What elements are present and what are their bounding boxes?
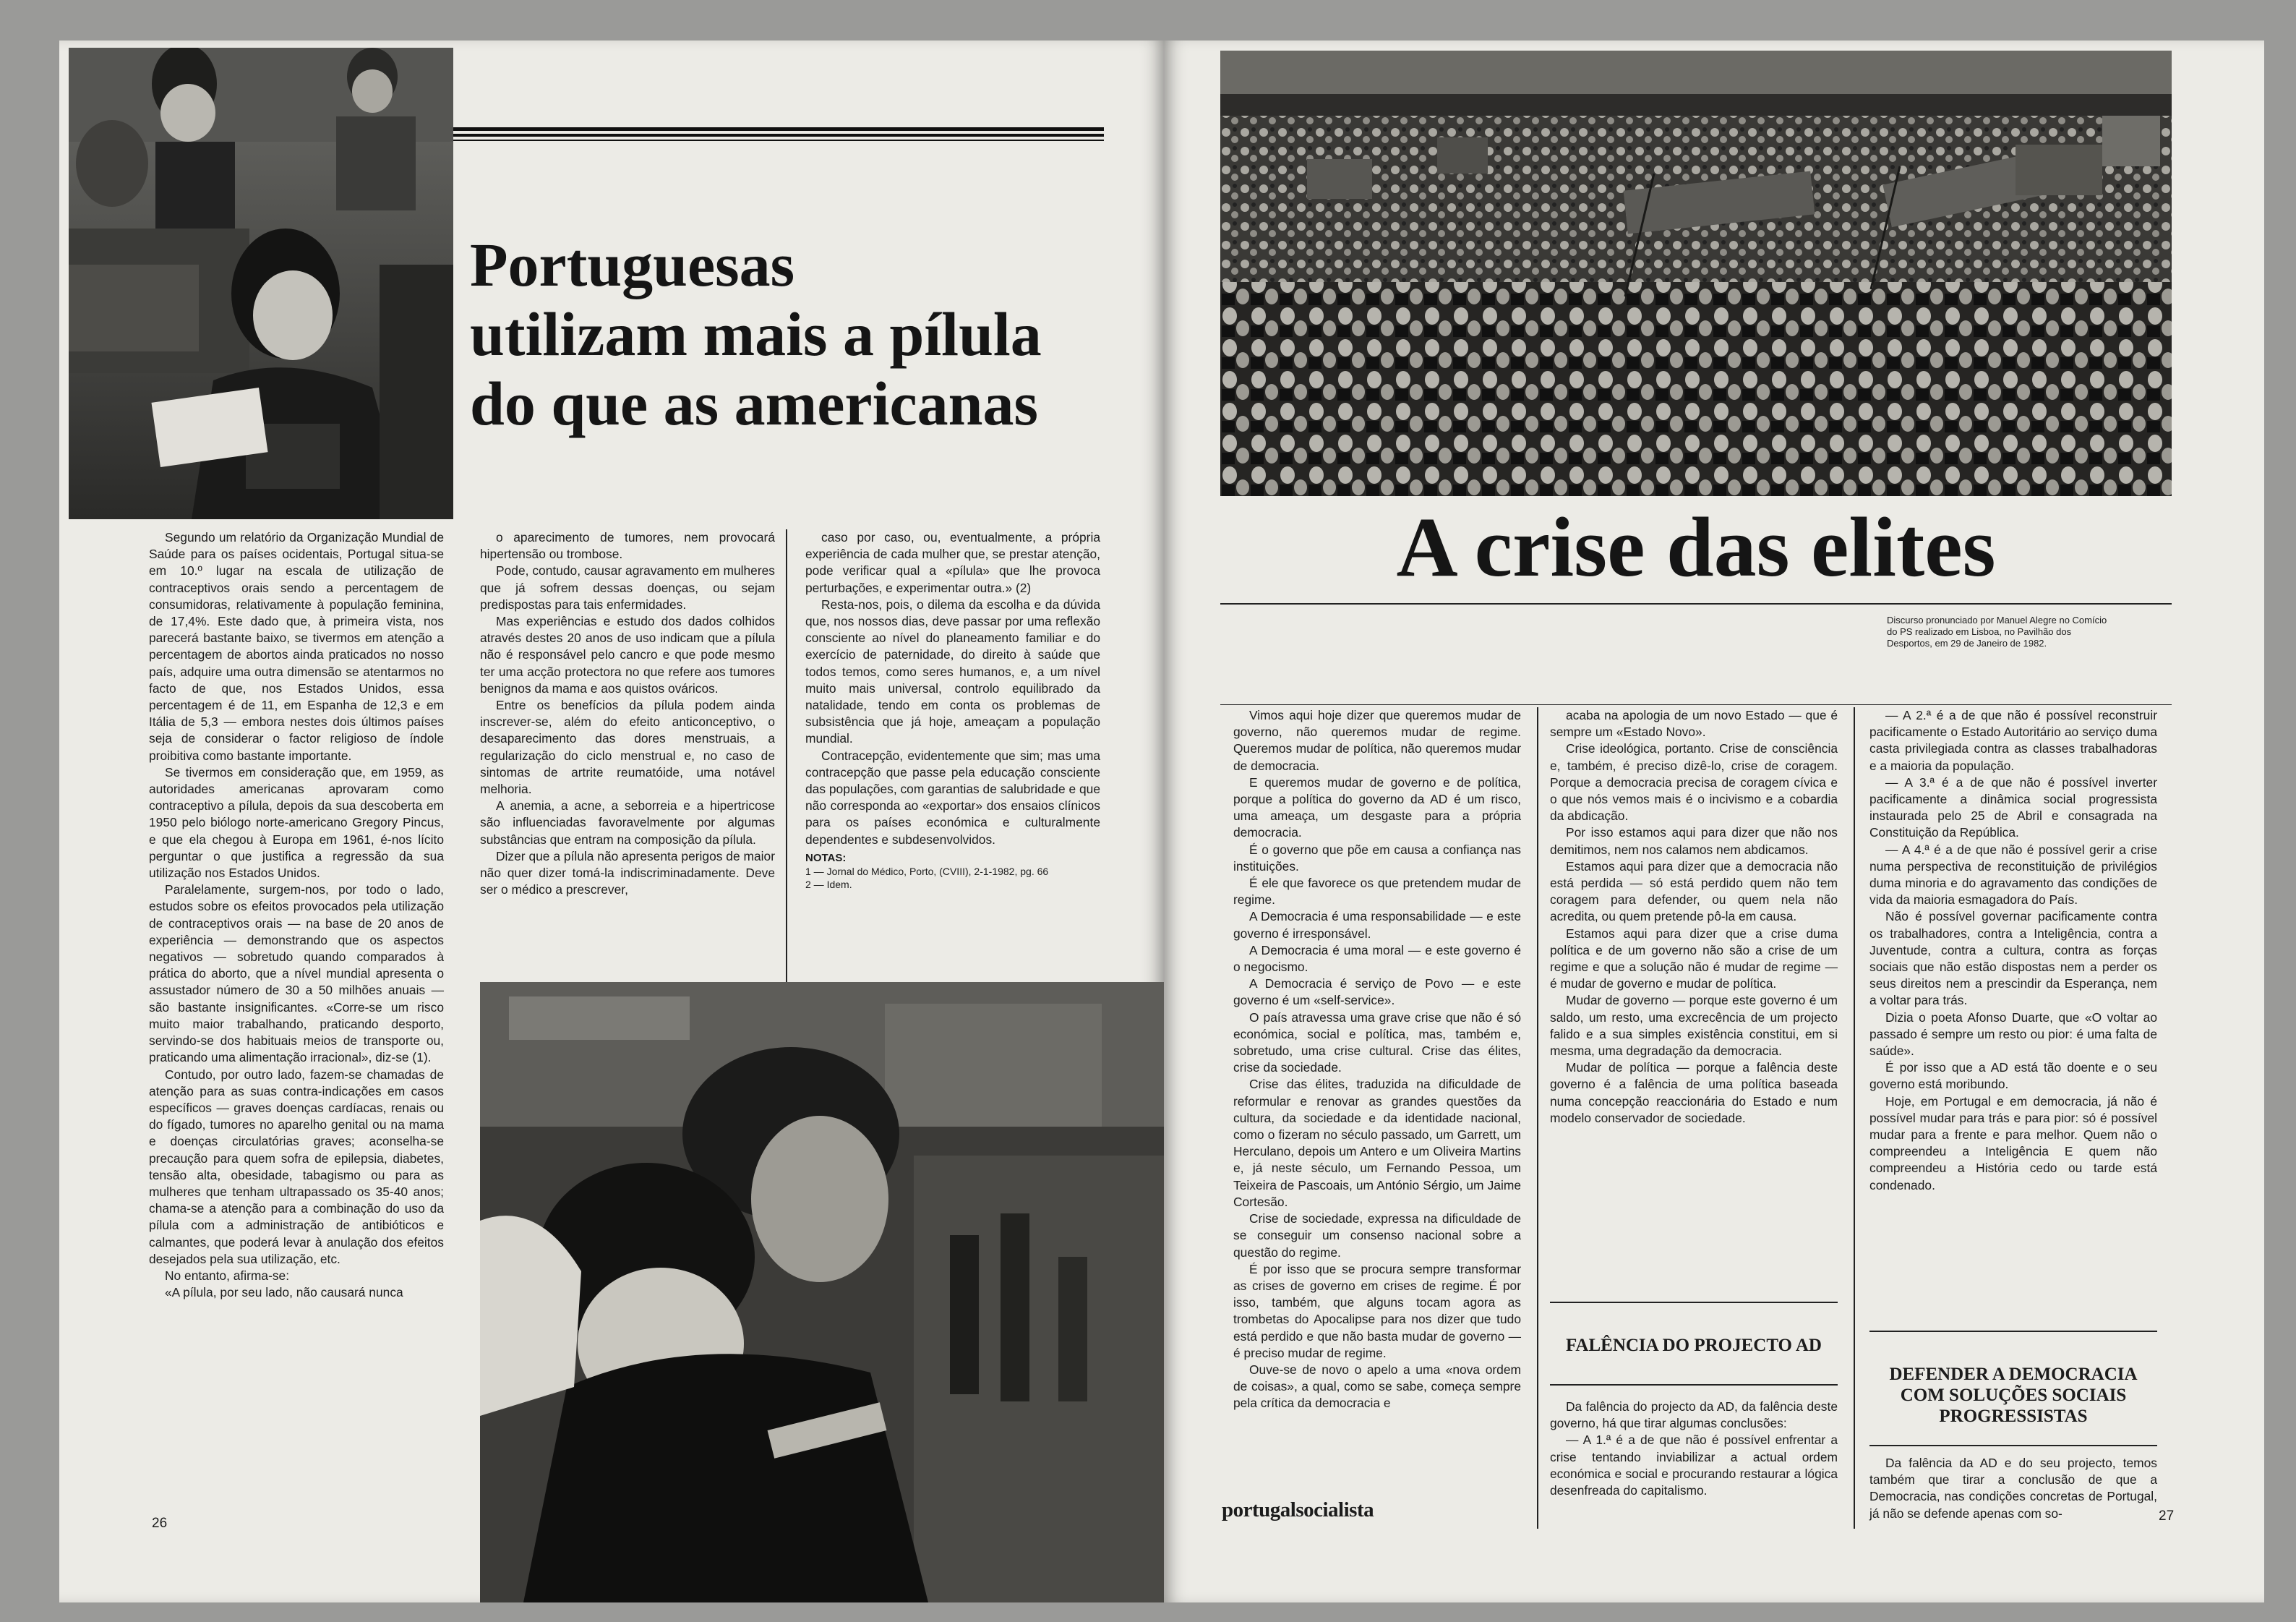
- right-column-2b: [1550, 1399, 1838, 1499]
- right-column-3b: [1869, 1455, 2157, 1522]
- section-rule: [1869, 1445, 2157, 1446]
- paragraph: A anemia, a acne, a seborreia e a hipertricose são influenciadas favoravelmente por algumas substâncias que entram na composição da pílula.: [480, 798, 775, 847]
- paragraph: E queremos mudar de governo e de política, porque a política do governo da AD é um risco, uma ameaça, um desgaste para a própria democracia.: [1233, 774, 1521, 840]
- speech-caption: Discurso pronunciado por Manuel Alegre no Comício do PS realizado em Lisboa, no Pavilhão dos Desportos, em 29 de Janeiro de 1982.: [1887, 615, 2107, 649]
- paragraph: Crise de sociedade, expressa na dificuldade de se conseguir um consenso nacional sobre a questão do regime.: [1233, 1211, 1521, 1260]
- paragraph: A Democracia é uma responsabilidade — e este governo é irresponsável.: [1233, 909, 1521, 941]
- paragraph: Mudar de governo — porque este governo é um saldo, um resto, uma excrecência de um projecto falido e a sua simples existência constitui, em si mesma, uma degradação da democracia.: [1550, 993, 1838, 1059]
- subhead-falencia: FALÊNCIA DO PROJECTO AD: [1566, 1336, 1822, 1355]
- headline-rules: [453, 127, 1104, 141]
- paragraph: A Democracia é serviço de Povo — e este governo é um «self-service».: [1233, 976, 1521, 1008]
- paragraph: Mas experiências e estudo dos dados colhidos através destes 20 anos de uso indicam que a pílula não é responsável pelo cancro e que pode mesmo ter uma acção protectora no que refere aos tumores benignos da mama e aos quistos ováricos.: [480, 614, 775, 696]
- right-column-2: [1550, 707, 1838, 1127]
- subhead-line: DEFENDER A DEMOCRACIA: [1889, 1365, 2138, 1384]
- left-page-number: 26: [152, 1516, 168, 1531]
- left-column-1: [149, 529, 444, 1301]
- paragraph: Dizia o poeta Afonso Duarte, que «O voltar ao passado é sempre um resto ou pior: é uma falta de saúde».: [1869, 1010, 2157, 1059]
- left-page: [59, 40, 1164, 1602]
- paragraph: O país atravessa uma grave crise que não é só económica, social e política, mas, também e, sobretudo, uma crise cultural. Crise das élites, crise da sociedade.: [1233, 1010, 1521, 1075]
- notes-title: NOTAS:: [805, 851, 847, 864]
- paragraph: Segundo um relatório da Organização Mundial de Saúde para os países ocidentais, Portugal situa-se em 10.º lugar na escala de utilização de contraceptivos orais sendo a percentagem de consumidoras, relativamente à população feminina, de 17,4%. Este dado que, à primeira vista, nos parecerá bastante baixo, se tivermos em atenção a percentagem de abortos ainda praticados no nosso país, adquire uma outra dimensão se atentarmos no facto de que, nos Estados Unidos, essa percentagem é de 11, em Espanha de 12,3 e em Itália de 5,3 — embora nestes dois últimos países seja de considerar o factor religioso de índole proibitiva como bastante importante.: [149, 530, 444, 763]
- paragraph: Ouve-se de novo o apelo a uma «nova ordem de coisas», a qual, como se sabe, começa sempre pela crítica da democracia e: [1233, 1362, 1521, 1411]
- subhead-line: PROGRESSISTAS: [1939, 1407, 2088, 1426]
- paragraph: Contudo, por outro lado, fazem-se chamadas de atenção para as suas contra-indicações em casos específicos — graves doenças cardíacas, renais ou do fígado, tumores no aparelho genital ou na mama e doenças circulatórias graves; aconselha-se precaução para quem sofra de epilepsia, diabetes, tensão alta, obesidade, tabagismo ou para as mulheres que tenham ultrapassado os 35-40 anos; chama-se a atenção para a combinação do uso da pílula com a administração de antibióticos e calmantes, que poderá levar à anulação dos efeitos desejados pela sua utilização, etc.: [149, 1067, 444, 1266]
- left-headline-line-2: utilizam mais a pílula: [470, 299, 1042, 369]
- section-rule: [1869, 1331, 2157, 1332]
- paragraph: Estamos aqui para dizer que a democracia não está perdida — só está perdido quem não tem coragem para defender, ou quem nela não acredita, ou quem pretende pô-la em causa.: [1550, 858, 1838, 924]
- top-rule: [1220, 704, 2172, 705]
- paragraph: É por isso que a AD está tão doente e o seu governo está moribundo.: [1869, 1060, 2157, 1092]
- section-rule: [1550, 1384, 1838, 1386]
- paragraph: — A 2.ª é a de que não é possível reconstruir pacificamente o Estado Autoritário ao serviço duma casta privilegiada contra as classes trabalhadoras e a maioria da população.: [1869, 708, 2157, 773]
- paragraph: Pode, contudo, causar agravamento em mulheres que já sofrem dessas doenças, ou sejam predispostas para tais enfermidades.: [480, 563, 775, 612]
- paragraph: — A 3.ª é a de que não é possível inverter pacificamente a dinâmica social progressista instaurada pelo 25 de Abril e consagrada na Constituição da República.: [1869, 774, 2157, 840]
- paragraph: o aparecimento de tumores, nem provocará hipertensão ou trombose.: [480, 530, 775, 562]
- note-item: 2 — Idem.: [805, 878, 852, 890]
- paragraph: acaba na apologia de um novo Estado — que é sempre um «Estado Novo».: [1550, 708, 1838, 740]
- paragraph: A Democracia é uma moral — e este governo é o negocismo.: [1233, 942, 1521, 975]
- section-rule: [1550, 1302, 1838, 1303]
- paragraph: Mudar de política — porque a falência deste governo é a falência de uma política baseada numa concepção reaccionária do Estado e num modelo conservador de sociedade.: [1550, 1060, 1838, 1125]
- paragraph: «A pílula, por seu lado, não causará nunca: [165, 1285, 403, 1300]
- left-headline-line-3: do que as americanas: [470, 369, 1038, 438]
- left-headline-line-1: Portuguesas: [470, 230, 795, 299]
- left-headline: [470, 230, 1042, 438]
- paragraph: Estamos aqui para dizer que a crise duma política e de um governo não são a crise de um regime e que a solução não é mudar de regime — é mudar de governo e mudar de política.: [1550, 926, 1838, 991]
- paragraph: Crise das élites, traduzida na dificuldade de reformular e renovar as grandes questões da cultura, da sociedade e da identidade nacional, como o fizeram no século passado, um Garrett, um Herculano, depois um Antero e um Oliveira Martins e, já neste século, um Fernando Pessoa, um Teixeira de Pascoais, um António Sérgio, um Jaime Cortesão.: [1233, 1077, 1521, 1209]
- right-column-1: [1233, 707, 1521, 1412]
- paragraph: Crise ideológica, portanto. Crise de consciência e, também, é preciso dizê-lo, crise de coragem. Porque a democracia precisa de coragem cívica e o que nós vemos mais é o incivismo e a cobardia da abdicação.: [1550, 741, 1838, 824]
- left-column-2: [480, 529, 775, 898]
- paragraph: É o governo que põe em causa a confiança nas instituições.: [1233, 842, 1521, 874]
- photo-women-reading-image: [69, 48, 453, 519]
- paragraph: Por isso estamos aqui para dizer que não nos demitimos, nem nos calamos nem abdicamos.: [1550, 825, 1838, 857]
- column-divider: [1537, 707, 1538, 1529]
- photo-mother-child-image: [480, 982, 1164, 1602]
- subhead-line: COM SOLUÇÕES SOCIAIS: [1900, 1386, 2127, 1405]
- paragraph: Se tivermos em consideração que, em 1959, as autoridades americanas aprovaram como contraceptivo a pílula, depois da sua descoberta em 1950 pelo biólogo norte-americano Gregory Pincus, e que ela chegou à Europa em 1961, é-nos lícito perguntar o que justifica a regressão da sua utilização nos Estados Unidos.: [149, 764, 444, 881]
- headline-rule: [1220, 603, 2172, 605]
- paragraph: Não é possível governar pacificamente contra os trabalhadores, contra a Inteligência, contra a Juventude, contra a cultura, contra as forças sociais que não estão dispostas nem a perder os seus direitos nem a prescindir da Esperança, nem a voltar para trás.: [1869, 909, 2157, 1008]
- paragraph: Dizer que a pílula não apresenta perigos de maior não quer dizer tomá-la indiscriminadamente. Deve ser o médico a prescrever,: [480, 848, 775, 897]
- paragraph: caso por caso, ou, eventualmente, a própria experiência de cada mulher que, se prestar atenção, pode verificar qual a «pílula» que lhe provoca perturbações, e experimentar outra.» (2): [805, 530, 1100, 595]
- photo-rally-crowd-image: [1220, 51, 2172, 496]
- paragraph: Entre os benefícios da pílula podem ainda inscrever-se, além do efeito anticonceptivo, o desaparecimento das dores menstruais, a regularização do ciclo menstrual e, no caso de sintomas de artrite reumatóide, uma notável melhoria.: [480, 698, 775, 797]
- paragraph: Resta-nos, pois, o dilema da escolha e da dúvida que, nos nossos dias, deve passar por uma reflexão consciente ao nível do planeamento familiar e do exercício de paternidade, do direito à saúde que todos temos, como seres humanos, e, a um nível muito mais universal, controlo equilibrado da natalidade, tendo em conta os problemas de subsistência que já hoje, ameaçam a população mundial.: [805, 597, 1100, 746]
- column-divider: [1854, 707, 1855, 1529]
- paragraph: No entanto, afirma-se:: [165, 1268, 290, 1283]
- paragraph: — A 4.ª é a de que não é possível gerir a crise numa perspectiva de reconstituição de privilégios duma minoria e do agravamento das condições de vida da maioria esmagadora do País.: [1869, 842, 2157, 908]
- paragraph: É ele que favorece os que pretendem mudar de regime.: [1233, 876, 1521, 908]
- paragraph: Da falência do projecto da AD, da falência deste governo, há que tirar algumas conclusões:: [1550, 1399, 1838, 1431]
- portugal-socialista-logo: portugalsocialista: [1222, 1498, 1374, 1521]
- right-page: [1164, 40, 2264, 1602]
- paragraph: Hoje, em Portugal e em democracia, já não é possível mudar para trás e para pior: só é possível mudar para a frente e para melhor. Quem não o compreendeu a Inteligência E quem não compreendeu a História cedo ou tarde está condenado.: [1869, 1093, 2157, 1192]
- paragraph: Vimos aqui hoje dizer que queremos mudar de governo, não queremos mudar de regime. Queremos mudar de política, não queremos mudar de democracia.: [1233, 708, 1521, 773]
- left-column-3: [805, 529, 1100, 891]
- column-divider: [786, 529, 787, 985]
- photo-mother-child: [480, 982, 1164, 1602]
- right-page-number: 27: [2159, 1508, 2175, 1524]
- paragraph: Paralelamente, surgem-nos, por todo o lado, estudos sobre os efeitos provocados pela utilização de contraceptivos orais — na base de 20 anos de experiência — demonstrando que os aspectos negativos — sobretudo quando comparados à prática do aborto, que a nível mundial apresenta o assustador número de 30 a 50 milhões anuais — são bastante insignificantes. «Corre-se um risco muito maior trabalhando, praticando desporto, servindo-se dos habituais meios de transporte ou, praticando uma alimentação irracional», diz-se (1).: [149, 882, 444, 1065]
- subhead-defender: [1869, 1364, 2157, 1427]
- photo-rally-crowd: [1220, 51, 2172, 496]
- paragraph: Da falência da AD e do seu projecto, temos também que tirar a conclusão de que a Democracia, nas condições concretas de Portugal, já não se defende apenas com so-: [1869, 1456, 2157, 1521]
- notes: [805, 851, 1100, 891]
- right-column-3: [1869, 707, 2157, 1194]
- right-headline: A crise das elites: [1396, 500, 1996, 594]
- photo-women-reading: [69, 48, 453, 519]
- paragraph: É por isso que se procura sempre transformar as crises de governo em crises de regime. É por isso, também, que alguns tocam agora as trombetas do Apocalipse para nos dizer que tudo está perdido e que não basta mudar de governo — é preciso mudar de regime.: [1233, 1261, 1521, 1360]
- paragraph: Contracepção, evidentemente que sim; mas uma contracepção que passe pela educação consciente das populações, com garantias de salubridade e que não corresponda ao «exportar» dos ensaios clínicos para os países económica e culturalmente dependentes e subdesenvolvidos.: [805, 748, 1100, 847]
- paragraph: — A 1.ª é a de que não é possível enfrentar a crise tentando inviabilizar a actual ordem económica e social e procurando restaurar a lógica desenfreada do capitalismo.: [1550, 1433, 1838, 1498]
- note-item: 1 — Jornal do Médico, Porto, (CVIII), 2-1-1982, pg. 66: [805, 865, 1049, 877]
